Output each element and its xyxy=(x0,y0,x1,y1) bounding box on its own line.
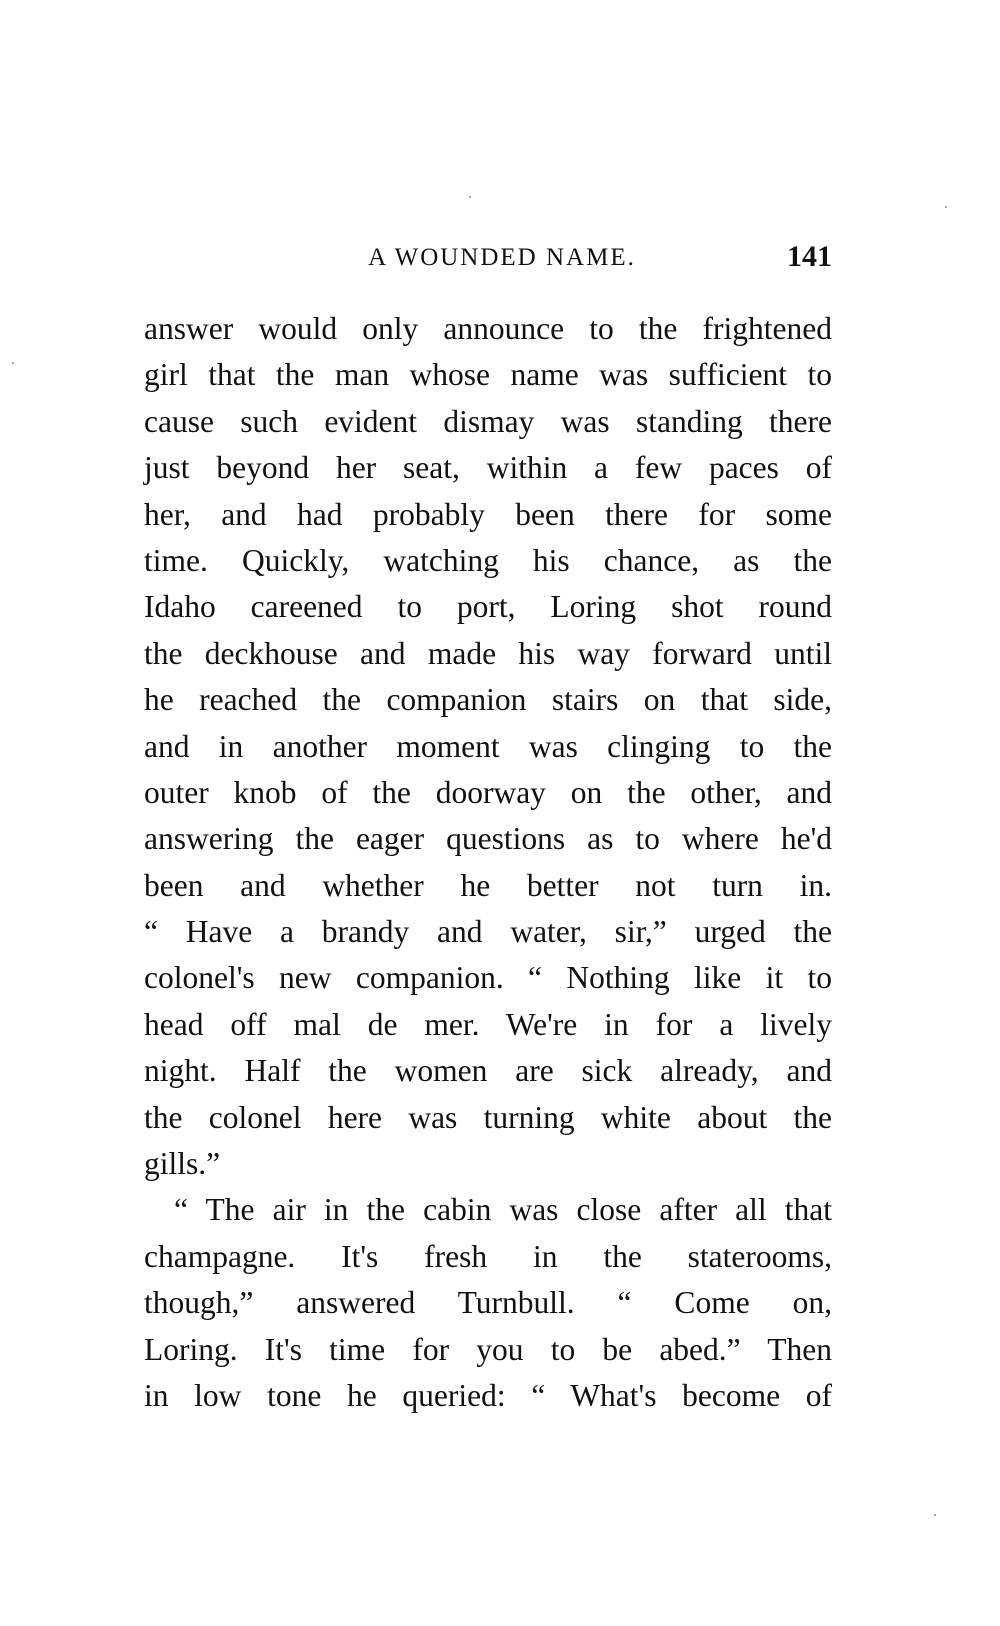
text-line: champagne. It's fresh in the staterooms, xyxy=(144,1238,832,1274)
text-line: head off mal de mer. We're in for a lively xyxy=(144,1006,832,1042)
body-text xyxy=(144,306,832,1419)
text-line: and in another moment was clinging to the xyxy=(144,728,832,764)
text-line: he reached the companion stairs on that side, xyxy=(144,682,832,718)
text-line: just beyond her seat, within a few paces of xyxy=(144,450,832,486)
text-line: girl that the man whose name was sufficient to xyxy=(144,357,832,393)
page-number: 141 xyxy=(787,240,832,273)
text-line: the deckhouse and made his way forward until xyxy=(144,635,832,671)
text-line: outer knob of the doorway on the other, and xyxy=(144,774,832,810)
text-line: though,” answered Turnbull. “ Come on, xyxy=(144,1285,832,1321)
paragraph xyxy=(144,306,832,1187)
text-line: cause such evident dismay was standing there xyxy=(144,403,832,439)
text-line: answer would only announce to the frightened xyxy=(144,311,832,346)
paper-speck xyxy=(945,206,947,208)
text-line: the colonel here was turning white about the xyxy=(144,1099,832,1135)
paper-speck xyxy=(934,1514,936,1516)
paper-speck xyxy=(469,196,471,198)
text-line: Loring. It's time for you to be abed.” Then xyxy=(144,1331,832,1367)
paper-speck xyxy=(12,362,14,364)
running-title: A WOUNDED NAME. xyxy=(368,244,636,271)
text-line: gills.” xyxy=(144,1146,221,1182)
text-line: “ The air in the cabin was close after all that xyxy=(174,1192,832,1228)
text-line: her, and had probably been there for some xyxy=(144,496,832,532)
text-line: time. Quickly, watching his chance, as the xyxy=(144,542,832,578)
running-head xyxy=(144,238,832,288)
text-line: night. Half the women are sick already, and xyxy=(144,1053,832,1089)
paragraph xyxy=(144,1187,832,1419)
text-line: Idaho careened to port, Loring shot round xyxy=(144,589,832,625)
text-line: colonel's new companion. “ Nothing like it to xyxy=(144,960,832,996)
text-line: answering the eager questions as to where he'd xyxy=(144,821,832,857)
text-line: been and whether he better not turn in. xyxy=(144,867,832,903)
text-line: “ Have a brandy and water, sir,” urged the xyxy=(144,914,832,950)
text-line: in low tone he queried: “ What's become of xyxy=(144,1377,832,1413)
